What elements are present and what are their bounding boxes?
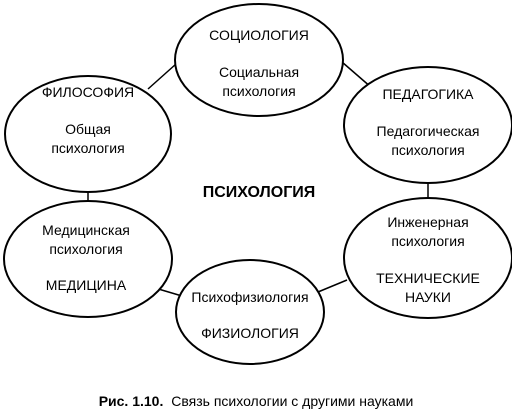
science-label-sociology: СОЦИОЛОГИЯ xyxy=(209,27,309,43)
branch-label-philosophy-line1: Общая xyxy=(65,121,111,137)
node-technical xyxy=(344,198,512,318)
node-sociology-ellipse xyxy=(175,4,343,116)
branch-label-sociology-line2: психология xyxy=(222,83,296,99)
node-philosophy xyxy=(5,76,171,192)
connector-technical-physiology xyxy=(318,280,347,292)
science-label-medicine: МЕДИЦИНА xyxy=(45,277,127,293)
science-label-physiology: ФИЗИОЛОГИЯ xyxy=(201,325,299,341)
node-pedagogy xyxy=(344,67,512,183)
branch-label-sociology-line1: Социальная xyxy=(218,64,300,80)
figure-caption xyxy=(99,393,414,409)
center-label-psychology: ПСИХОЛОГИЯ xyxy=(202,184,316,201)
figure-caption-text: Связь психологии с другими науками xyxy=(171,393,414,409)
node-medicine-ellipse xyxy=(4,201,172,317)
connector-philosophy-sociology xyxy=(148,64,176,89)
branch-label-technical-line2: психология xyxy=(391,233,465,249)
branch-label-medicine-line1: Медицинская xyxy=(42,222,130,238)
science-label-philosophy: ФИЛОСОФИЯ xyxy=(41,84,135,100)
figure-caption-label: Рис. 1.10. xyxy=(98,393,164,409)
science-label-technical-line1: ТЕХНИЧЕСКИЕ xyxy=(376,270,480,286)
node-physiology xyxy=(176,260,324,364)
branch-label-physiology: Психофизиология xyxy=(191,289,309,305)
branch-label-pedagogy-line1: Педагогическая xyxy=(376,123,480,139)
node-physiology-ellipse xyxy=(176,260,324,364)
branch-label-medicine-line2: психология xyxy=(49,241,123,257)
node-sociology xyxy=(175,4,343,116)
branch-label-technical-line1: Инженерная xyxy=(387,214,469,230)
branch-label-philosophy-line2: психология xyxy=(51,140,125,156)
node-medicine xyxy=(4,201,172,317)
science-label-technical-line2: НАУКИ xyxy=(405,289,451,305)
branch-label-pedagogy-line2: психология xyxy=(391,142,465,158)
science-label-pedagogy: ПЕДАГОГИКА xyxy=(382,86,474,102)
